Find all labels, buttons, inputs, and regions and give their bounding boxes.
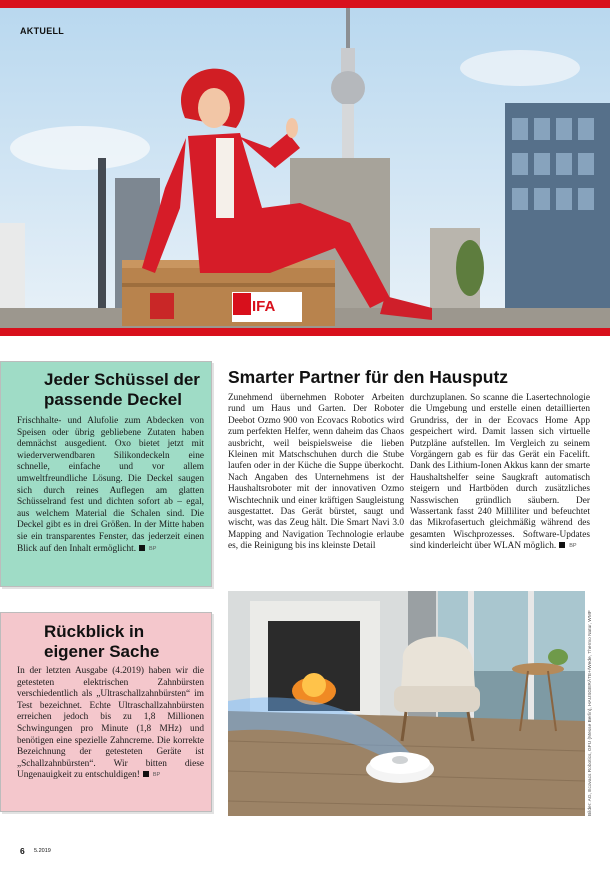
hero-bottom-bar	[0, 328, 610, 336]
article-signature: BP	[569, 543, 577, 550]
end-mark-icon	[559, 542, 565, 548]
article-column-2	[410, 393, 590, 553]
article-title: Smarter Partner für den Hausputz	[228, 367, 509, 387]
robot-vacuum-illustration	[228, 591, 585, 816]
box-lids-signature: BP	[149, 545, 157, 552]
article-column-2-text: durchzuplanen. So scanne die Lasertechnologie die Umgebung und erstelle einen detaillierten Grundriss, der in der Ecovacs Home App gespeichert wird. Damit lassen sich virtuelle Putzpläne aufstellen. Im Vergleich zu seinem Vorgängern gab es für das Gerät ein Facelift. Dank des Lithium-Ionen Akkus kann der smarte Haushaltshelfer seine Saugkraft automatisch steigern und Hartböden durch zusätzliches Nasswischen gründlich säubern. Der Wassertank fasst 240 Milliliter und befeuchtet das Mikrofasertuch gleichmäßig während des gesamten Wischprozesses. Software-Updates sind kinderleicht über WLAN möglich.	[410, 393, 590, 552]
news-box-lids	[0, 361, 212, 587]
ifa-sign: IFA	[252, 298, 276, 315]
box-lids-text	[17, 416, 204, 555]
section-label: AKTUELL	[20, 26, 65, 36]
end-mark-icon	[143, 771, 149, 777]
photo-credit: Bilder: AG, Ecovacs Robotics, GFU (Messe Berlin), HAUSGERÄTE+/Wede, Thermo Natur, WMF	[588, 610, 593, 816]
article-column-1: Zunehmend übernehmen Roboter Arbeiten rund um Haus und Garten. Der Roboter Deebot Ozmo 900 von Ecovacs Robotics wird zum perfekten Helfer, wenn daheim das Chaos ausbricht, weil beispielsweise die lieben Kleinen mit Matschschuhen durch die Stube laufen oder in der Küche die Suppe überkocht. Nach Angaben des Unternehmens ist der Haushaltsroboter mit der innovativen Ozmo Wischtechnik und einer kräftigen Saugleistung ausgestattet. Das Gerät bürstet, saugt und wischt, was das Zeug hält. Die Smart Navi 3.0 Mapping and Navigation Technologie erlaube es, die Reinigung bis ins kleinste Detail	[228, 393, 404, 552]
top-accent-bar	[0, 0, 610, 8]
hero-illustration	[0, 8, 610, 328]
hero-photo	[0, 8, 610, 328]
box-correction-text	[17, 666, 204, 782]
box-correction-title: Rückblick in eigener Sache	[44, 622, 160, 661]
news-box-correction	[0, 612, 212, 812]
box-lids-body: Frischhalte- und Alufolie zum Abdecken von Speisen oder übrig gebliebene Zutaten haben demnächst ausgedient. Oxo bietet jetzt mit wiederverwendbaren Silikondeckeln eine schnelle, einfache und vor allem umweltfreundliche Lösung. Die Deckel saugen sich durch reines Auflegen am glatten Schüsselrand fest und dichten sofort ab – egal, aus welchem Material die Schalen sind. Die Deckel gibt es in drei Größen. In der Mitte haben sie ein transparentes Fenster, das jederzeit einen Blick auf den Inhalt ermöglicht.	[17, 416, 204, 554]
box-lids-title: Jeder Schüssel der passende Deckel	[44, 370, 200, 409]
end-mark-icon	[139, 545, 145, 551]
box-correction-body: In der letzten Ausgabe (4.2019) haben wir die getesteten elektrischen Zahnbürsten verschiedentlich als „Ultraschallzahnbürsten“ im Test bezeichnet. Echte Ultraschallzahnbürsten erreichen jedoch bis zu 1,8 Millionen Schwingungen pro Minute (1,8 MHz) und benötigen eine spezielle Zahncreme. Die korrekte Bezeichnung der getesteten Geräte ist „Schallzahnbürsten“. Wir bitten diese Ungenauigkeit zu entschuldigen!	[17, 666, 204, 781]
robot-vacuum-photo	[228, 591, 585, 816]
issue-label: 5.2019	[34, 848, 51, 854]
box-correction-signature: BP	[152, 772, 161, 779]
page-number: 6	[20, 846, 25, 856]
